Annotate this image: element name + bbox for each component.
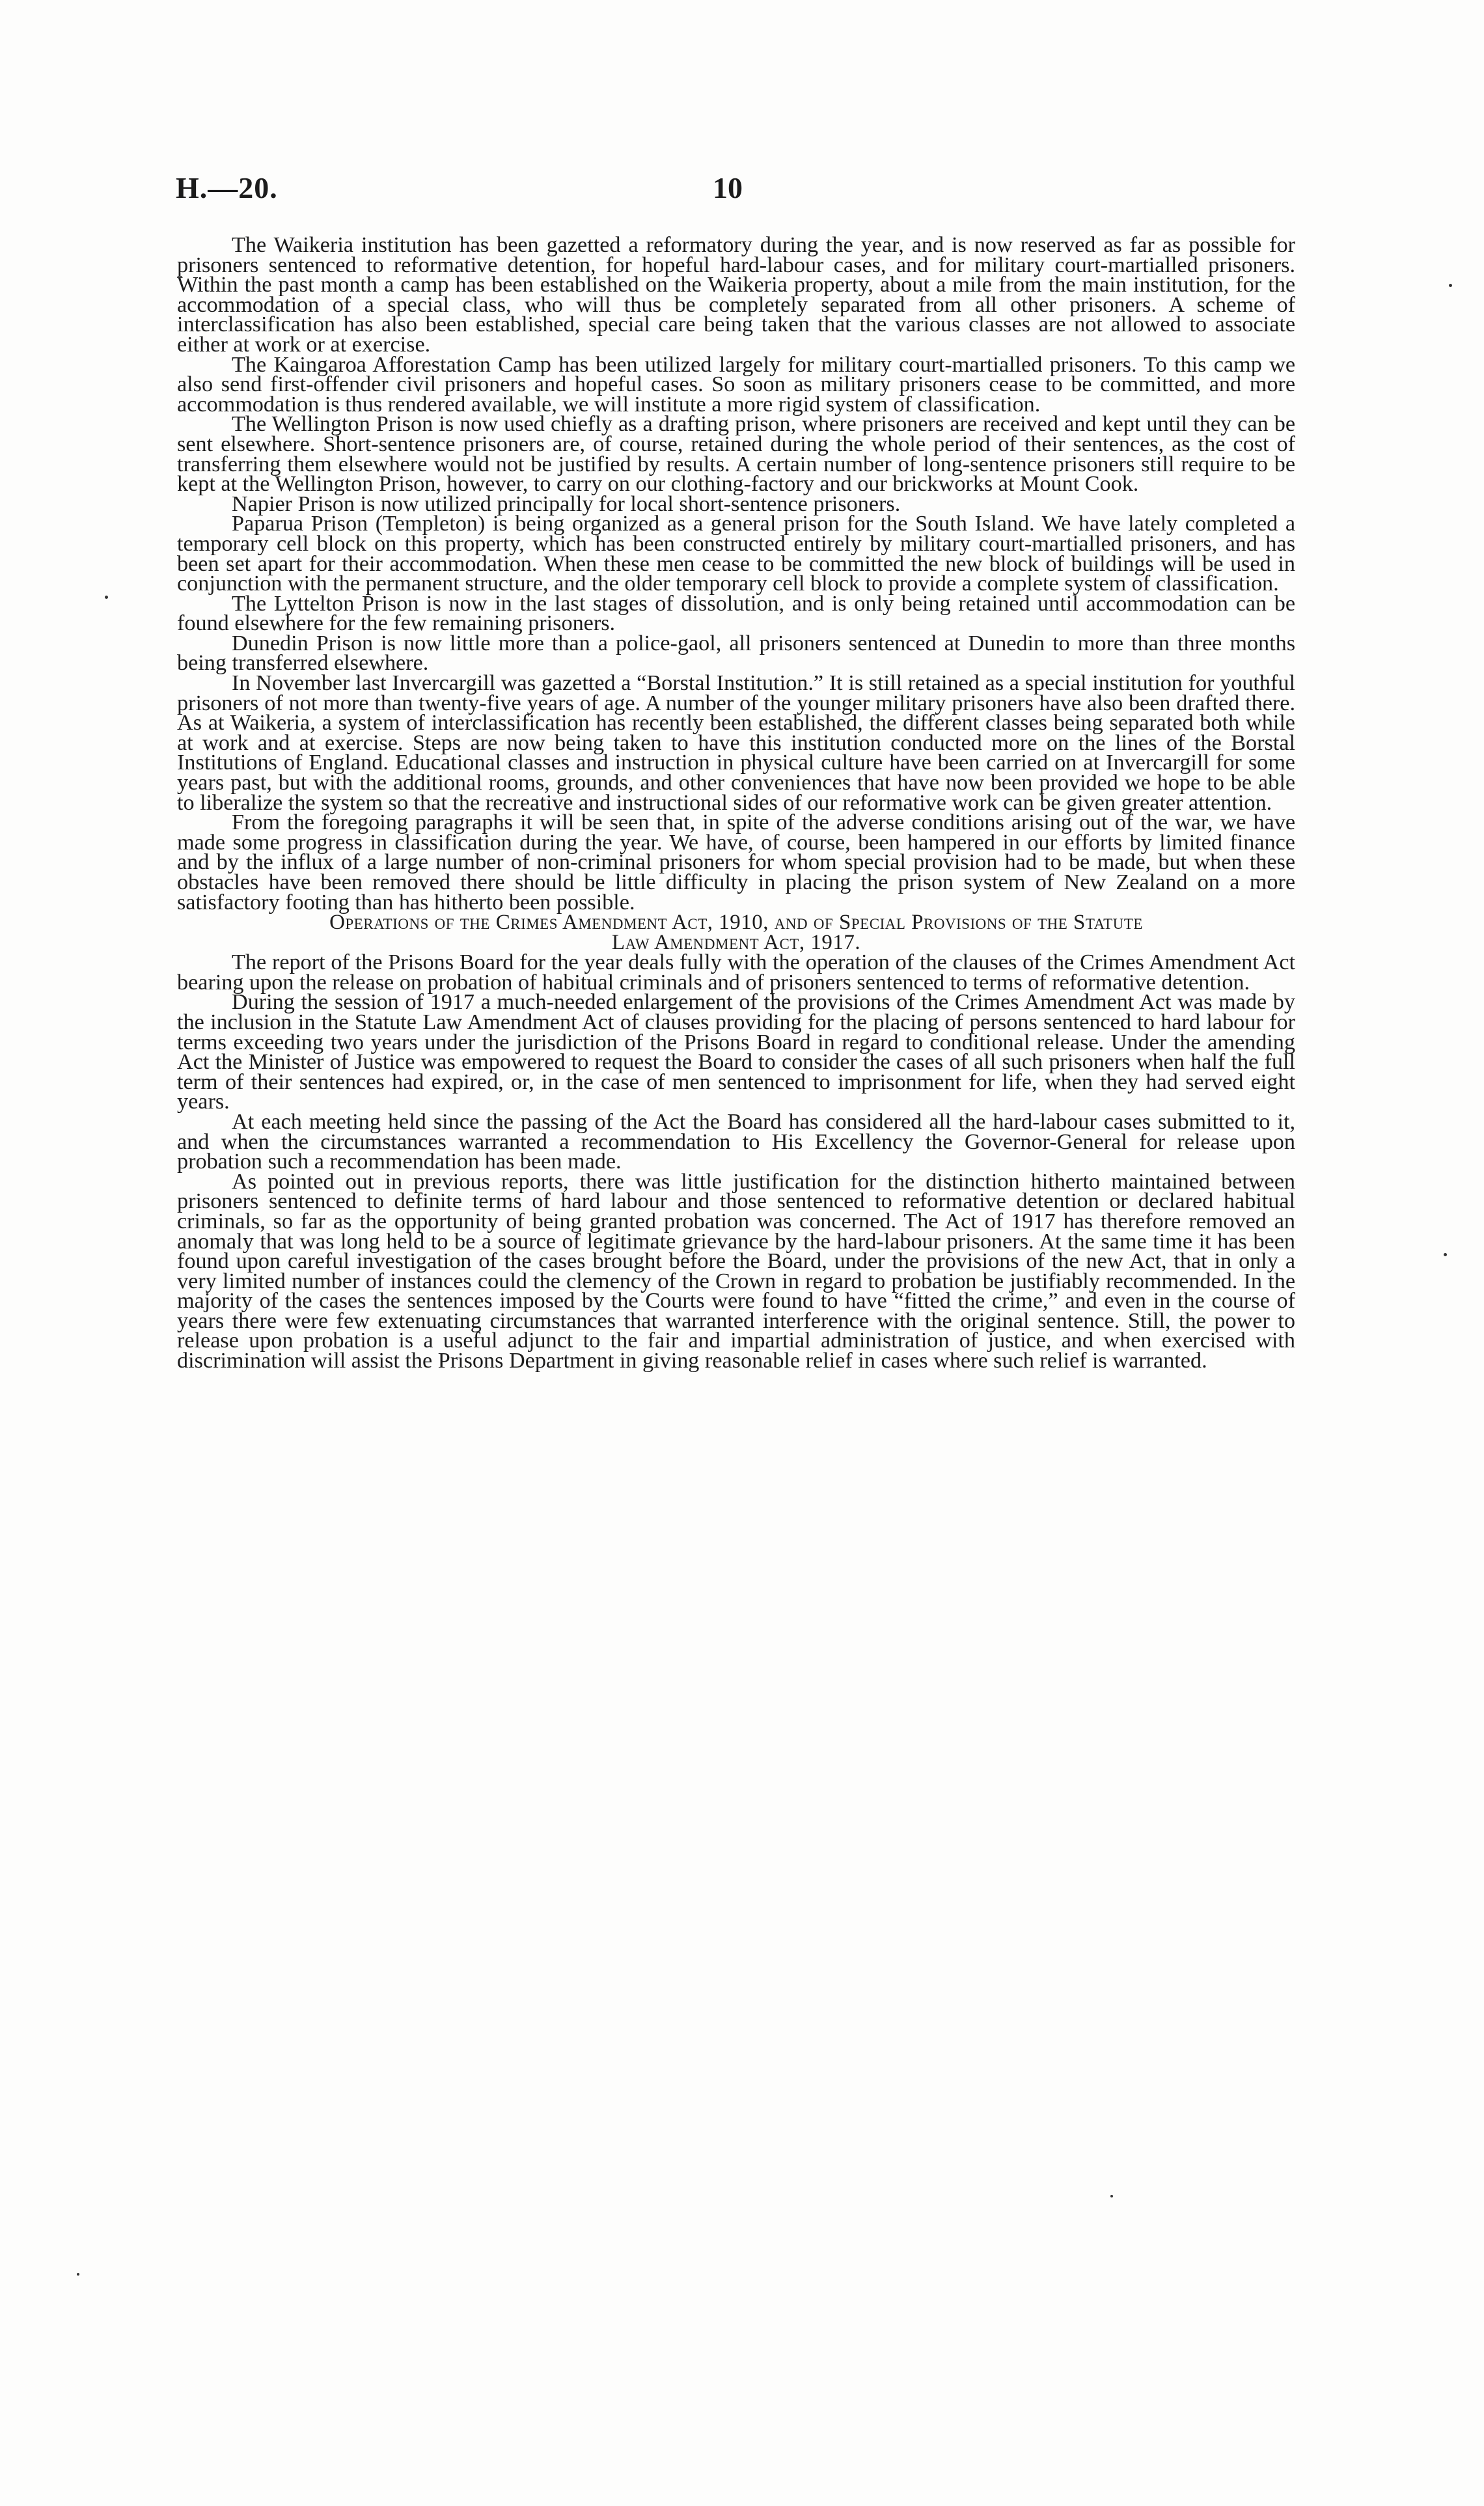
- scan-speck: [105, 596, 108, 599]
- paragraph: Dunedin Prison is now little more than a police-gaol, all prisoners sentenced at Dunedin to more than three months being transferred elsewhere.: [177, 631, 1295, 676]
- body-text: [177, 233, 1295, 1373]
- paragraph: At each meeting held since the passing of the Act the Board has considered all the hard-labour cases submitted to it, and when the circumstances warranted a recommendation to His Excellency the Governor-General for release upon probation such a recommendation has been made.: [177, 1109, 1295, 1174]
- paragraph: Paparua Prison (Templeton) is being organized as a general prison for the South Island. We have lately completed a temporary cell block on this property, which has been constructed entirely by military court-martialled prisoners, and has been set apart for their accommodation. When these men cease to be committed the new block of buildings will be used in conjunction with the permanent structure, and the older temporary cell block to provide a complete system of classification.: [177, 512, 1295, 596]
- scan-speck: [1444, 1253, 1447, 1256]
- scan-speck: [1110, 2195, 1113, 2197]
- paragraph: During the session of 1917 a much-needed enlargement of the provisions of the Crimes Amendment Act was made by the inclusion in the Statute Law Amendment Act of clauses providing for the placing of persons sentenced to hard labour for terms exceeding two years under the jurisdiction of the Prisons Board in regard to conditional release. Under the amending Act the Minister of Justice was empowered to request the Board to consider the cases of all such prisoners when half the full term of their sentences had expired, or, in the case of men sentenced to imprisonment for life, when they had served eight years.: [177, 990, 1295, 1114]
- paragraph: The Waikeria institution has been gazetted a reformatory during the year, and is now reserved as far as possible for prisoners sentenced to reformative detention, for hopeful hard-labour cases, and for military court-martialled prisoners. Within the past month a camp has been established on the Waikeria property, about a mile from the main institution, for the accommodation of a special class, who will thus be completely separated from all other prisoners. A scheme of interclassification has also been established, special care being taken that the various classes are not allowed to associate either at work or at exercise.: [177, 233, 1295, 357]
- scan-speck: [77, 2273, 79, 2276]
- paragraph: As pointed out in previous reports, there was little justification for the distinction hitherto maintained between prisoners sentenced to definite terms of hard labour and those sentenced to reformative detention or declared habitual criminals, so far as the opportunity of being granted probation was concerned. The Act of 1917 has therefore removed an anomaly that was long held to be a source of legitimate grievance by the hard-labour prisoners. At the same time it has been found upon careful investigation of the cases brought before the Board, under the provisions of the new Act, that in only a very limited number of instances could the clemency of the Crown in regard to probation be justifiably recommended. In the majority of the cases the sentences imposed by the Courts were found to have “fitted the crime,” and even in the course of years there were few extenuating circumstances that warranted interference with the original sentence. Still, the power to release upon probation is a useful adjunct to the fair and impartial administration of justice, and when exercised with discrimination will assist the Prisons Department in giving reasonable relief in cases where such relief is warranted.: [177, 1169, 1295, 1373]
- header-reference: H.—20.: [176, 171, 278, 204]
- scan-speck: [1449, 284, 1452, 287]
- paragraph: The report of the Prisons Board for the year deals fully with the operation of the clauses of the Crimes Amendment Act bearing upon the release on probation of habitual criminals and of prisoners sentenced to terms of reformative detention.: [177, 950, 1295, 995]
- paragraph: The Wellington Prison is now used chiefly as a drafting prison, where prisoners are received and kept until they can be sent elsewhere. Short-sentence prisoners are, of course, retained during the whole period of their sentences, as the cost of transferring them elsewhere would not be justified by results. A certain number of long-sentence prisoners still require to be kept at the Wellington Prison, however, to carry on our clothing-factory and our brickworks at Mount Cook.: [177, 412, 1295, 497]
- paragraph: The Lyttelton Prison is now in the last stages of dissolution, and is only being retained until accommodation can be found elsewhere for the few remaining prisoners.: [177, 591, 1295, 636]
- section-heading-line-1: Operations of the Crimes Amendment Act, 1910, and of Special Provisions of the Statute: [329, 911, 1143, 935]
- paragraph: From the foregoing paragraphs it will be seen that, in spite of the adverse conditions arising out of the war, we have made some progress in classification during the year. We have, of course, been hampered in our efforts by limited finance and by the influx of a large number of non-criminal prisoners for whom special provision had to be made, but when these obstacles have been removed there should be little difficulty in placing the prison system of New Zealand on a more satisfactory footing than has hitherto been possible.: [177, 810, 1295, 915]
- page-number: 10: [713, 171, 743, 204]
- section-heading-line-2: Law Amendment Act, 1917.: [611, 931, 861, 955]
- paragraph: In November last Invercargill was gazetted a “Borstal Institution.” It is still retained as a special institution for youthful prisoners of not more than twenty-five years of age. A number of the younger military prisoners have also been drafted there. As at Waikeria, a system of interclassification has recently been established, the different classes being separated both while at work and at exercise. Steps are now being taken to have this institution conducted more on the lines of the Borstal Institutions of England. Educational classes and instruction in physical culture have been carried on at Invercargill for some years past, but with the additional rooms, grounds, and other conveniences that have now been provided we hope to be able to liberalize the system so that the recreative and instructional sides of our reformative work can be given greater attention.: [177, 671, 1295, 815]
- paragraph: Napier Prison is now utilized principally for local short-sentence prisoners.: [232, 491, 901, 516]
- section-heading: [177, 913, 1295, 953]
- paragraph: The Kaingaroa Afforestation Camp has been utilized largely for military court-martialled prisoners. To this camp we also send first-offender civil prisoners and hopeful cases. So soon as military prisoners cease to be committed, and more accommodation is thus rendered available, we will institute a more rigid system of classification.: [177, 352, 1295, 417]
